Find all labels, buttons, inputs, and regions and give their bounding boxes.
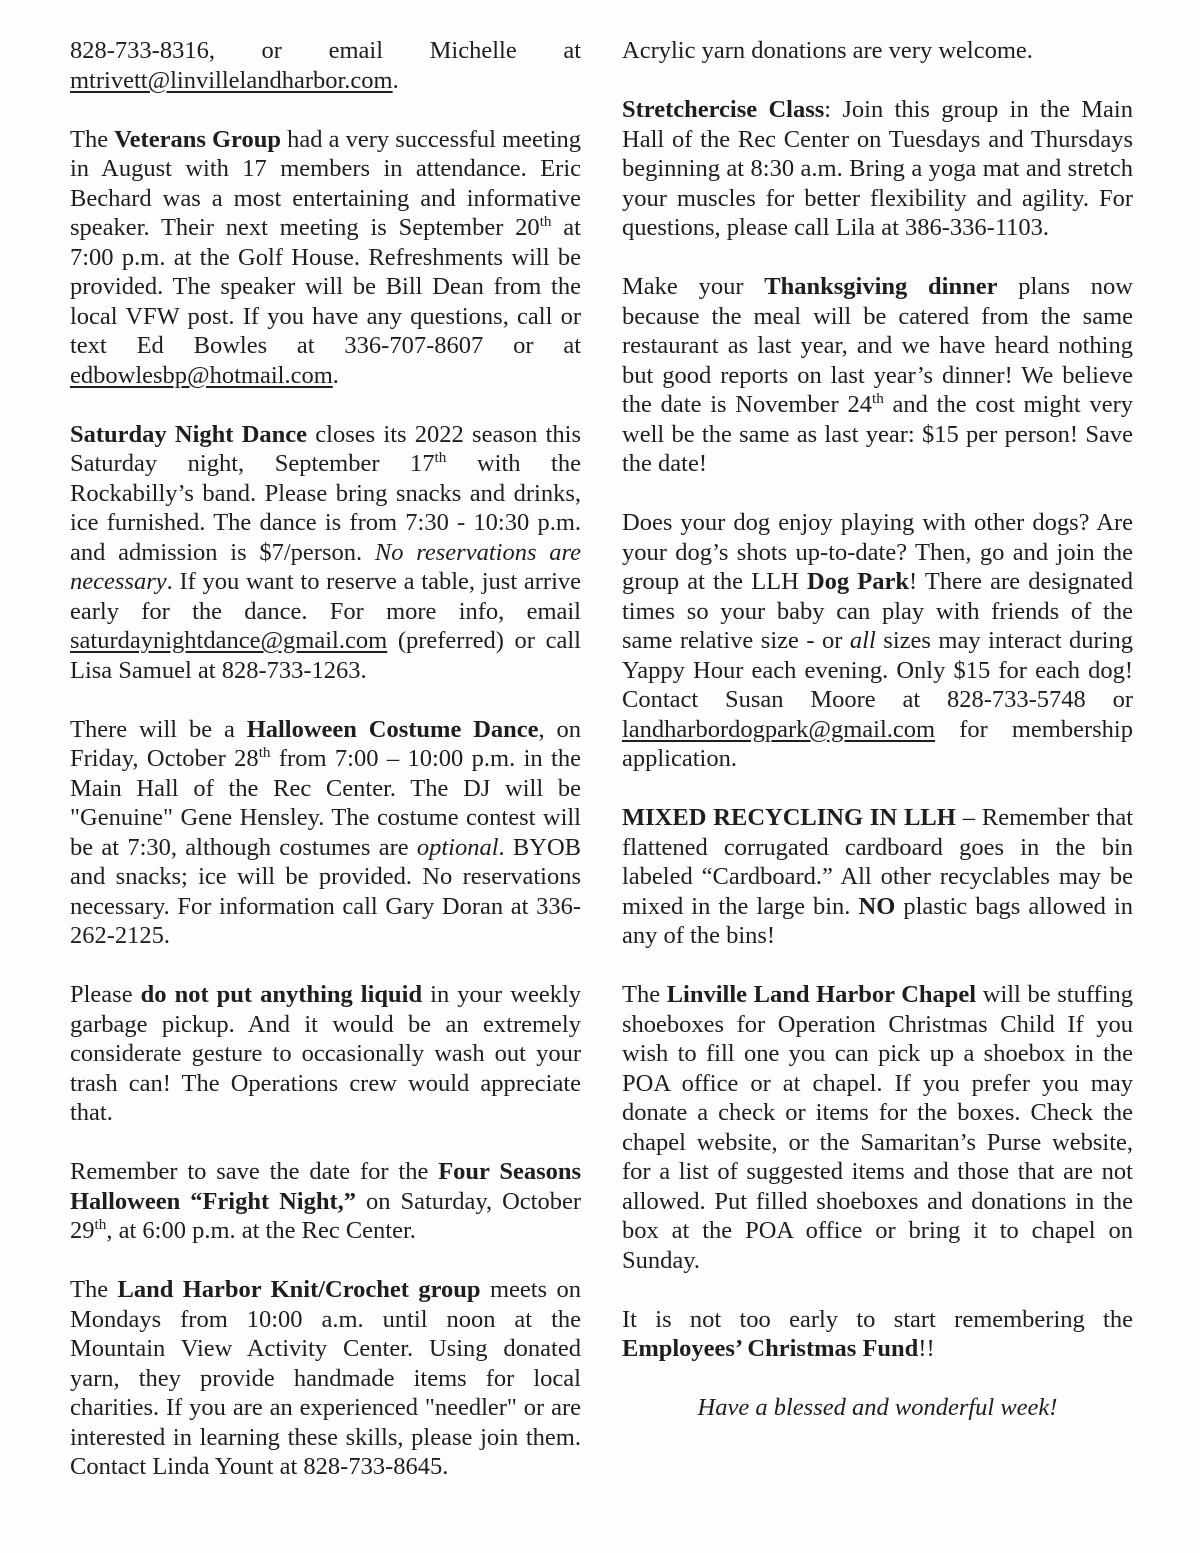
text-run: optional (416, 833, 499, 861)
text-run: Thanksgiving dinner (764, 273, 998, 300)
right-column (622, 36, 1133, 1543)
text-run: and the cost might very well be the same as last year: $15 per person! Save the date! (622, 391, 1133, 477)
text-run: Have a blessed and wonderful week! (697, 1394, 1058, 1421)
text-run: Halloween Costume Dance (246, 715, 539, 743)
text-run: Saturday Night Dance (70, 420, 308, 448)
text-run: Please (70, 981, 141, 1008)
text-run: ! There are designated times so your baby can play with friends of the same relative size - or (622, 568, 1133, 654)
text-run: Veterans Group (114, 125, 281, 153)
text-run: MIXED RECYCLING IN LLH (622, 804, 956, 831)
text-run: . (332, 361, 339, 389)
ordinal-superscript: th (94, 1215, 107, 1233)
text-run: : Join this group in the Main Hall of the Rec Center on Tuesdays and Thursdays beginning at 8:30 a.m. Bring a yoga mat and stretch your muscles for better flexibility and agility. For questions, please call Lila at 386-336-1103. (622, 96, 1133, 241)
chapel-shoeboxes (622, 980, 1133, 1275)
text-run: in your weekly garbage pickup. And it would be an extremely considerate gesture to occasionally wash out your trash can! The Operations crew would appreciate that. (70, 981, 581, 1126)
email-link[interactable]: mtrivett@linvillelandharbor.com (70, 66, 393, 94)
text-run: Employees’ Christmas Fund (622, 1335, 919, 1362)
ordinal-superscript: th (539, 212, 552, 230)
text-run: . (392, 66, 399, 94)
text-run: plans now because the meal will be catered from the same restaurant as last year, and we have heard nothing but good reports on last year’s dinner! We believe the date is November 24 (622, 273, 1133, 418)
ordinal-superscript: th (258, 743, 271, 761)
text-run: Make your (622, 273, 765, 300)
text-run: do not put anything liquid (140, 981, 423, 1008)
fright-night-save-date (70, 1157, 581, 1246)
text-run: The (622, 981, 667, 1008)
text-run: for membership application. (622, 715, 1133, 772)
text-run: from 7:00 – 10:00 p.m. in the Main Hall of the Rec Center. The DJ will be "Genuine" Gene Hensley. The costume contest will be at 7:30, although costumes are (70, 745, 581, 861)
text-run: It is not too early to start remembering the (622, 1305, 1133, 1333)
halloween-costume-dance (70, 715, 581, 951)
text-run: Acrylic yarn donations are very welcome. (622, 37, 1033, 64)
text-run: sizes may interact during Yappy Hour each evening. Only $15 for each dog! Contact Susan Moore at 828-733-5748 or (622, 627, 1133, 713)
left-column (70, 36, 581, 1543)
stretchercise-class (622, 95, 1133, 243)
text-run: Linville Land Harbor Chapel (666, 981, 977, 1008)
text-run: . BYOB and snacks; ice will be provided. No reservations necessary. For information call Gary Doran at 336-262-2125. (70, 833, 581, 949)
text-run: – Remember that flattened corrugated cardboard goes in the bin labeled “Cardboard.” All other recyclables may be mixed in the large bin. (622, 804, 1133, 920)
closing-blessing (622, 1393, 1133, 1423)
text-run: with the Rockabilly’s band. Please bring snacks and drinks, ice furnished. The dance is from 7:30 - 10:30 p.m. and admission is $7/person. (70, 450, 581, 566)
ordinal-superscript: th (871, 389, 884, 407)
text-run: (preferred) or call Lisa Samuel at 828-733-1263. (70, 627, 581, 684)
text-run: Remember to save the date for the (70, 1158, 439, 1185)
email-link[interactable]: saturdaynightdance@gmail.com (70, 627, 388, 654)
yarn-donations (622, 36, 1133, 66)
text-run: plastic bags allowed in any of the bins! (622, 892, 1133, 949)
text-run: , on Friday, October 28 (70, 715, 581, 772)
veterans-group (70, 125, 581, 391)
mixed-recycling (622, 803, 1133, 951)
text-run: . If you want to reserve a table, just arrive early for the dance. For more info, email (70, 568, 581, 625)
text-run: !! (918, 1335, 935, 1362)
text-run: on Saturday, October 29 (70, 1187, 581, 1244)
text-run: The (70, 125, 115, 153)
text-run: NO (858, 892, 896, 920)
text-run: Stretchercise Class (622, 96, 825, 123)
email-link[interactable]: landharbordogpark@gmail.com (622, 715, 936, 743)
text-run: , at 6:00 p.m. at the Rec Center. (106, 1217, 416, 1244)
text-run: No reservations are necessary (70, 538, 581, 595)
text-run: 828-733-8316, or email Michelle at (70, 37, 581, 64)
text-run: closes its 2022 season this Saturday night, September 17 (70, 420, 581, 477)
text-run: There will be a (70, 715, 247, 743)
saturday-night-dance (70, 420, 581, 686)
email-link[interactable]: edbowlesbp@hotmail.com (70, 361, 333, 389)
text-run: all (849, 627, 876, 654)
text-run: Land Harbor Knit/Crochet group (117, 1276, 481, 1303)
text-run: Four Seasons Halloween “Fright Night,” (70, 1158, 582, 1215)
text-run: The (70, 1276, 118, 1303)
text-run: at 7:00 p.m. at the Golf House. Refreshments will be provided. The speaker will be Bill Dean from the local VFW post. If you have any questions, call or text Ed Bowles at 336-707-8607 or at (70, 214, 581, 359)
text-run: Does your dog enjoy playing with other dogs? Are your dog’s shots up-to-date? Then, go and join the group at the LLH (622, 509, 1133, 595)
thanksgiving-dinner (622, 272, 1133, 479)
text-run: will be stuffing shoeboxes for Operation Christmas Child If you wish to fill one you can pick up a shoebox in the POA office or at chapel. If you prefer you may donate a check or items for the boxes. Check the chapel website, or the Samaritan’s Purse website, for a list of suggested items and those that are not allowed. Put filled shoeboxes and donations in the box at the POA office or bring it to chapel on Sunday. (622, 981, 1134, 1274)
employees-christmas-fund (622, 1305, 1133, 1364)
garbage-liquid-notice (70, 980, 581, 1128)
knit-crochet-group (70, 1275, 581, 1482)
dog-park (622, 508, 1133, 774)
text-run: had a very successful meeting in August with 17 members in attendance. Eric Bechard was a most entertaining and informative speaker. Their next meeting is September 20 (70, 125, 582, 241)
contact-michelle (70, 36, 581, 95)
ordinal-superscript: th (434, 448, 447, 466)
text-run: meets on Mondays from 10:00 a.m. until noon at the Mountain View Activity Center. Using donated yarn, they provide handmade items for local charities. If you are an experienced "needler" or are interested in learning these skills, please join them. Contact Linda Yount at 828-733-8645. (70, 1276, 581, 1480)
text-run: Dog Park (806, 568, 910, 595)
